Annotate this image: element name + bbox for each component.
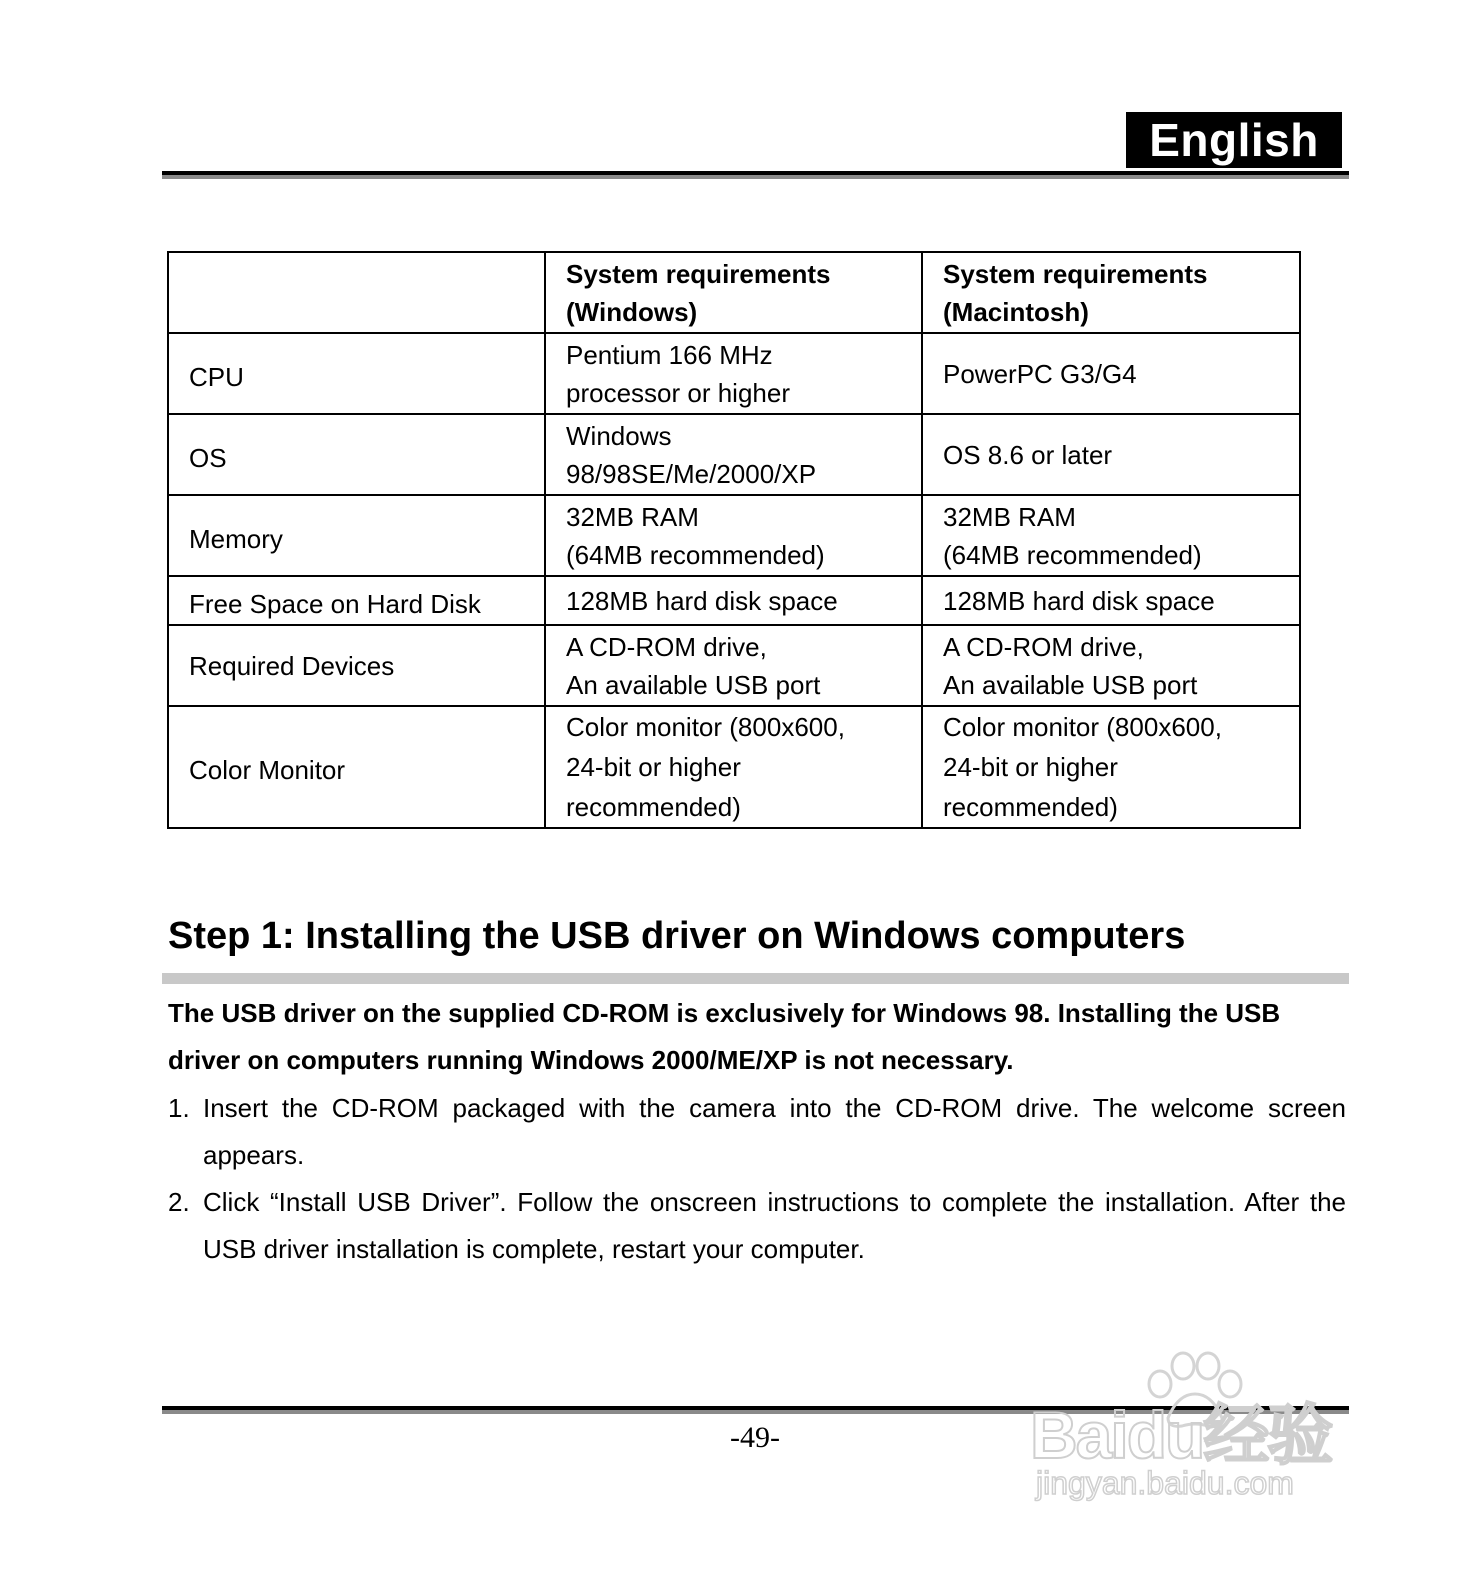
usb-driver-note: The USB driver on the supplied CD-ROM is exclusively for Windows 98. Installing the USB driver on computers running Windows 2000/ME/XP is not necessary.: [168, 998, 1281, 1075]
windows-cell: [545, 414, 922, 495]
cell-line: Color monitor (800x600,: [566, 712, 845, 742]
table-row-memory: [168, 495, 1300, 576]
page-number: -49-: [730, 1421, 780, 1454]
cell-line: 24-bit or higher: [566, 752, 741, 782]
row-label: CPU: [168, 333, 545, 414]
header-mac-line: (Macintosh): [943, 296, 1089, 327]
row-label: OS: [168, 414, 545, 495]
cell-line: Windows: [566, 420, 672, 451]
install-steps-list: [168, 1085, 1346, 1273]
header-rule-shadow: [162, 175, 1349, 179]
windows-cell: [545, 706, 922, 828]
cell-line: A CD-ROM drive,: [566, 631, 767, 662]
cell-line: processor or higher: [566, 377, 790, 408]
watermark-url-text: jingyan.baidu.com: [1036, 1465, 1294, 1501]
system-requirements-table: [167, 251, 1301, 829]
table-header-row: [168, 252, 1300, 333]
header-windows-line: (Windows): [566, 296, 698, 327]
cell-line: 128MB hard disk space: [566, 585, 838, 616]
list-item: [168, 1085, 1346, 1179]
table-row-free-space: [168, 576, 1300, 625]
row-label: Color Monitor: [168, 706, 545, 828]
windows-cell: [545, 495, 922, 576]
step-number: 1.: [168, 1093, 190, 1123]
table-row-cpu: [168, 333, 1300, 414]
windows-cell: [545, 625, 922, 706]
cell-line: (64MB recommended): [566, 539, 825, 570]
cell-line: recommended): [943, 792, 1118, 822]
cell-line: (64MB recommended): [943, 539, 1202, 570]
cell-line: 24-bit or higher: [943, 752, 1118, 782]
cell-line: 32MB RAM: [943, 501, 1076, 532]
section-title: Step 1: Installing the USB driver on Windows computers: [168, 915, 1186, 957]
cell-line: An available USB port: [566, 669, 821, 700]
language-tag: English: [1126, 112, 1342, 168]
cell-line: recommended): [566, 792, 741, 822]
windows-cell: [545, 576, 922, 625]
table-row-required-devices: [168, 625, 1300, 706]
windows-cell: [545, 333, 922, 414]
cell-line: A CD-ROM drive,: [943, 631, 1144, 662]
baidu-watermark: [1030, 1350, 1370, 1510]
mac-cell: [922, 333, 1300, 414]
cell-line: 32MB RAM: [566, 501, 699, 532]
header-cell-mac: [922, 252, 1300, 333]
cell-line: An available USB port: [943, 669, 1198, 700]
mac-cell: [922, 414, 1300, 495]
table-row-color-monitor: [168, 706, 1300, 828]
cell-line: PowerPC G3/G4: [943, 358, 1137, 389]
list-item: [168, 1179, 1346, 1273]
footer-rule-shadow: [162, 1410, 1349, 1414]
cell-line: 128MB hard disk space: [943, 585, 1215, 616]
table-row-os: [168, 414, 1300, 495]
header-cell-windows: [545, 252, 922, 333]
step-text: Insert the CD-ROM packaged with the camera into the CD-ROM drive. The welcome screen appears.: [203, 1093, 1346, 1170]
mac-cell: [922, 495, 1300, 576]
step-text: Click “Install USB Driver”. Follow the onscreen instructions to complete the installation. After the USB driver installation is complete, restart your computer.: [203, 1187, 1346, 1264]
watermark-main-text: Baidu经验: [1030, 1398, 1332, 1472]
section-rule: [162, 973, 1349, 984]
row-label: Required Devices: [168, 625, 545, 706]
cell-line: Pentium 166 MHz: [566, 339, 773, 370]
cell-line: OS 8.6 or later: [943, 439, 1113, 470]
mac-cell: [922, 706, 1300, 828]
header-mac-line: System requirements: [943, 258, 1208, 289]
header-cell-empty: [168, 252, 545, 333]
header-windows-line: System requirements: [566, 258, 831, 289]
cell-line: Color monitor (800x600,: [943, 712, 1222, 742]
mac-cell: [922, 625, 1300, 706]
cell-line: 98/98SE/Me/2000/XP: [566, 458, 817, 489]
step-number: 2.: [168, 1187, 190, 1217]
row-label: Memory: [168, 495, 545, 576]
paw-icon: [1138, 1350, 1248, 1430]
mac-cell: [922, 576, 1300, 625]
row-label: Free Space on Hard Disk: [168, 576, 545, 625]
